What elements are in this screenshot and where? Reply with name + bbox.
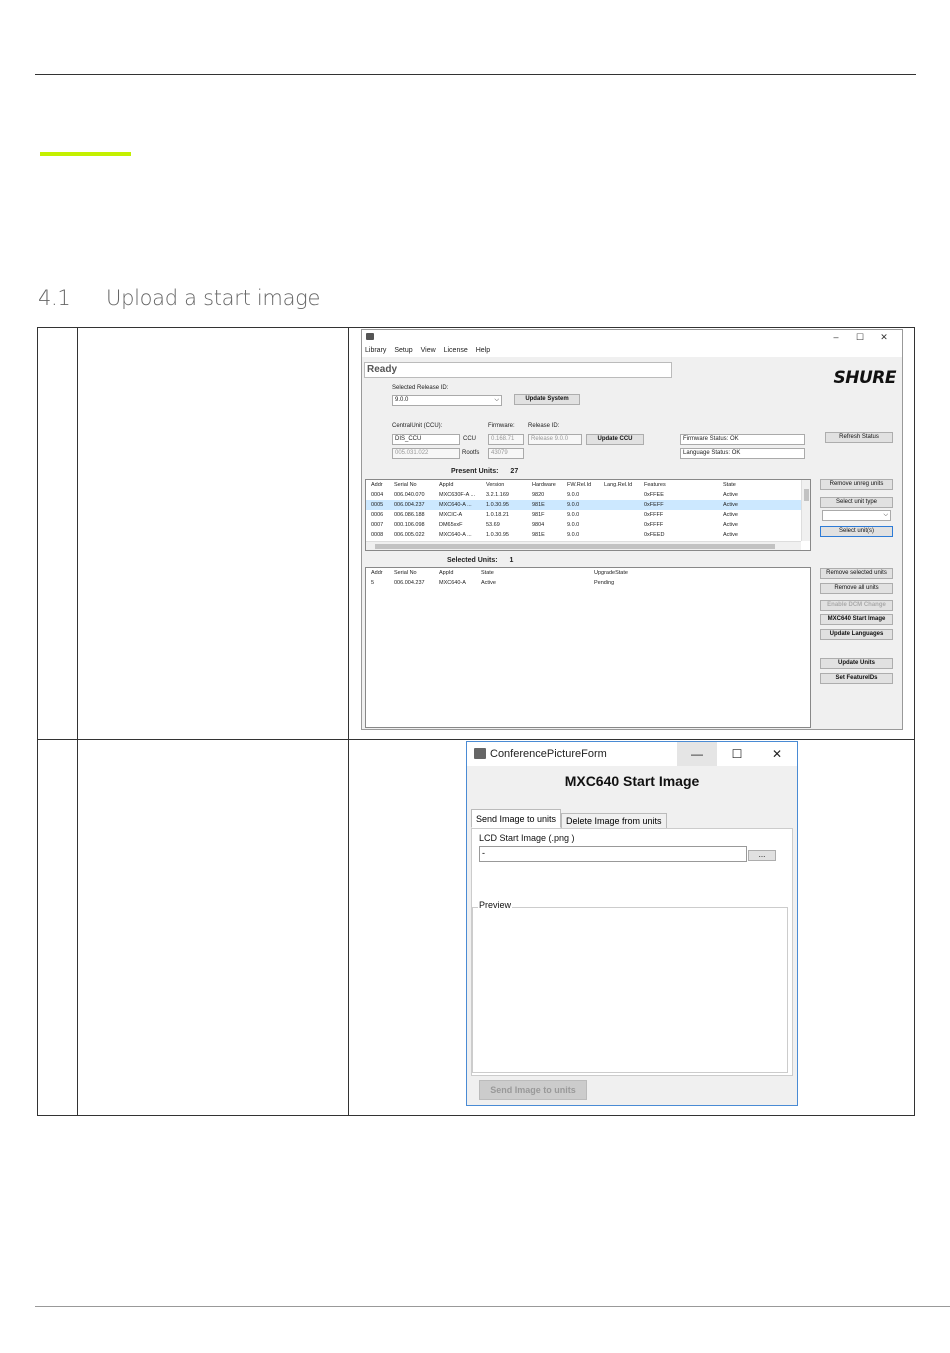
cell: 9.0.0 xyxy=(567,512,580,518)
col-header: Features xyxy=(644,482,666,488)
cell: Active xyxy=(723,522,738,528)
brand-logo: SHURE xyxy=(833,368,896,388)
upgrade-tool-window xyxy=(361,329,903,730)
section-title: Upload a start image xyxy=(106,286,321,310)
table-row[interactable] xyxy=(366,578,810,588)
menu-help[interactable]: Help xyxy=(475,347,491,354)
update-units-button[interactable]: Update Units xyxy=(820,658,893,669)
cell: 0xFEED xyxy=(644,532,665,538)
ccu-label: CentralUnit (CCU): xyxy=(392,423,443,429)
col-header: Addr xyxy=(371,570,383,576)
cell: 9820 xyxy=(532,492,545,498)
form-heading: MXC640 Start Image xyxy=(564,773,700,789)
menu-setup[interactable]: Setup xyxy=(394,347,413,354)
cell: 0xFEFF xyxy=(644,502,664,508)
send-image-panel xyxy=(471,828,793,1076)
selected-release-label: Selected Release ID: xyxy=(392,385,449,391)
cell: 0005 xyxy=(371,502,384,508)
selected-units-count: 1 xyxy=(509,557,514,564)
release-select-value: 9.0.0 xyxy=(395,397,409,403)
cell: Active xyxy=(723,502,738,508)
ccu-serial-field: 005.031.022 xyxy=(392,448,460,459)
unit-type-select[interactable] xyxy=(822,510,891,521)
scroll-thumb[interactable] xyxy=(375,544,775,549)
minimize-icon[interactable]: – xyxy=(833,332,839,342)
cell: 0xFFEE xyxy=(644,492,664,498)
cell: 981E xyxy=(532,502,545,508)
table-row[interactable] xyxy=(366,530,810,540)
update-languages-button[interactable]: Update Languages xyxy=(820,629,893,640)
header-rule xyxy=(35,74,916,75)
col-header: Hardware xyxy=(532,482,556,488)
release-id-label: Release ID: xyxy=(528,423,560,429)
cell: 006.004.237 xyxy=(394,502,425,508)
present-units-label: Present Units: xyxy=(451,468,499,475)
cell: 5 xyxy=(371,580,375,586)
selected-header-row xyxy=(366,568,810,578)
status-field: Ready xyxy=(364,362,672,378)
selected-units-label: Selected Units: xyxy=(447,557,498,564)
section-heading xyxy=(38,286,320,310)
cell: MXC640-A ... xyxy=(439,502,472,508)
language-status-field: Language Status: OK xyxy=(680,448,805,459)
col-header: UpgradeState xyxy=(594,570,628,576)
release-select[interactable] xyxy=(392,395,502,406)
col-header: Serial No xyxy=(394,570,417,576)
chevron-down-icon: ⌵ xyxy=(494,397,499,403)
step-cell-text xyxy=(78,328,349,740)
send-image-button[interactable]: Send Image to units xyxy=(479,1080,587,1100)
step-cell-number xyxy=(38,328,78,740)
col-header: Lang.Rel.Id xyxy=(604,482,633,488)
cell: 9.0.0 xyxy=(567,502,580,508)
preview-group xyxy=(472,907,788,1073)
mxc640-start-image-button[interactable]: MXC640 Start Image xyxy=(820,614,893,625)
cell: 9.0.0 xyxy=(567,532,580,538)
cell: 0004 xyxy=(371,492,384,498)
col-header: Version xyxy=(486,482,505,488)
cell: 006.086.188 xyxy=(394,512,425,518)
ccu-name-field[interactable]: DIS_CCU xyxy=(392,434,460,445)
vertical-scrollbar[interactable] xyxy=(801,480,810,541)
cell: 981E xyxy=(532,532,545,538)
refresh-status-button[interactable]: Refresh Status xyxy=(825,432,893,443)
cell: 1.0.30.95 xyxy=(486,502,509,508)
firmware-label: Firmware: xyxy=(488,423,515,429)
close-icon[interactable]: ✕ xyxy=(880,332,888,342)
maximize-icon[interactable]: ☐ xyxy=(731,747,743,761)
firmware-status-field: Firmware Status: OK xyxy=(680,434,805,445)
select-unit-type-button[interactable]: Select unit type xyxy=(820,497,893,508)
table-row-selected[interactable] xyxy=(366,500,810,510)
cell: 1.0.30.95 xyxy=(486,532,509,538)
remove-selected-button[interactable]: Remove selected units xyxy=(820,568,893,579)
table-row[interactable] xyxy=(366,490,810,500)
app-icon xyxy=(474,748,486,759)
update-system-button[interactable]: Update System xyxy=(514,394,580,405)
rootfs-tag: Rootfs xyxy=(462,450,480,456)
update-ccu-button[interactable]: Update CCU xyxy=(586,434,644,445)
scroll-thumb[interactable] xyxy=(804,489,809,501)
minimize-icon[interactable]: — xyxy=(677,742,717,766)
tab-delete-image[interactable]: Delete Image from units xyxy=(561,813,667,829)
ccu-tag: CCU xyxy=(463,436,476,442)
menu-library[interactable]: Library xyxy=(365,347,387,354)
menu-view[interactable]: View xyxy=(420,347,436,354)
set-feature-ids-button[interactable]: Set FeatureIDs xyxy=(820,673,893,684)
app-icon xyxy=(366,333,374,340)
col-header: State xyxy=(723,482,736,488)
cell: MXC630F-A ... xyxy=(439,492,476,498)
cell: Active xyxy=(723,492,738,498)
col-header: AppId xyxy=(439,482,454,488)
cell: 53.69 xyxy=(486,522,500,528)
browse-button[interactable]: ... xyxy=(748,850,776,861)
selected-units-heading xyxy=(447,557,513,564)
cell: Active xyxy=(723,532,738,538)
form-title-bar xyxy=(467,742,797,766)
table-row[interactable] xyxy=(366,510,810,520)
present-units-heading xyxy=(451,468,518,475)
col-header: Addr xyxy=(371,482,383,488)
cell: 006.005.022 xyxy=(394,532,425,538)
col-header: State xyxy=(481,570,494,576)
cell: Pending xyxy=(594,580,615,586)
cell: 000.106.098 xyxy=(394,522,425,528)
release-id-field: Release 9.0.0 xyxy=(528,434,582,445)
cell: 3.2.1.169 xyxy=(486,492,509,498)
cell: 0006 xyxy=(371,512,384,518)
rootfs-field: 43079 xyxy=(488,448,524,459)
chevron-down-icon: ⌵ xyxy=(883,512,888,518)
cell: 0xFFFF xyxy=(644,512,664,518)
horizontal-scrollbar[interactable] xyxy=(366,541,801,550)
preview-label: Preview xyxy=(479,900,512,910)
step-cell-text xyxy=(78,740,349,1116)
cell: 1.0.18.21 xyxy=(486,512,509,518)
cell: 0008 xyxy=(371,532,384,538)
accent-bar xyxy=(40,152,131,156)
col-header: FW.Rel.Id xyxy=(567,482,592,488)
select-units-button[interactable]: Select unit(s) xyxy=(820,526,893,537)
present-header-row xyxy=(366,480,810,490)
cell: 9.0.0 xyxy=(567,492,580,498)
cell: MXC640-A xyxy=(439,580,466,586)
cell: DM65xxF xyxy=(439,522,463,528)
footer-rule xyxy=(35,1306,950,1307)
lcd-start-image-label: LCD Start Image (.png ) xyxy=(479,833,575,843)
menu-license[interactable]: License xyxy=(443,347,468,354)
present-units-count: 27 xyxy=(510,468,519,475)
col-header: Serial No xyxy=(394,482,417,488)
cell: MXC640-A ... xyxy=(439,532,472,538)
cell: 006.004.237 xyxy=(394,580,425,586)
selected-units-grid[interactable] xyxy=(365,567,811,728)
remove-unreg-button[interactable]: Remove unreg units xyxy=(820,479,893,490)
enable-dcm-button[interactable]: Enable DCM Change xyxy=(820,600,893,611)
cell: Active xyxy=(723,512,738,518)
firmware-field: 0.168.71 xyxy=(488,434,524,445)
cell: 9.0.0 xyxy=(567,522,580,528)
cell: Active xyxy=(481,580,496,586)
step-cell-number xyxy=(38,740,78,1116)
section-number: 4.1 xyxy=(38,286,71,310)
conference-picture-window xyxy=(466,741,798,1106)
cell: 981F xyxy=(532,512,545,518)
remove-all-button[interactable]: Remove all units xyxy=(820,583,893,594)
menu-bar xyxy=(362,345,902,357)
cell: 0007 xyxy=(371,522,384,528)
maximize-icon[interactable]: ☐ xyxy=(855,332,865,342)
close-icon[interactable]: ✕ xyxy=(771,747,783,761)
lcd-start-image-field[interactable]: - xyxy=(479,846,747,862)
col-header: AppId xyxy=(439,570,454,576)
form-title: ConferencePictureForm xyxy=(490,748,607,760)
cell: 9804 xyxy=(532,522,545,528)
cell: 0xFFFF xyxy=(644,522,664,528)
present-units-grid[interactable] xyxy=(365,479,811,551)
cell: 006.040.070 xyxy=(394,492,425,498)
title-bar xyxy=(362,330,902,345)
cell: MXCIC-A xyxy=(439,512,463,518)
tab-send-image[interactable]: Send Image to units xyxy=(471,809,561,828)
table-row[interactable] xyxy=(366,520,810,530)
